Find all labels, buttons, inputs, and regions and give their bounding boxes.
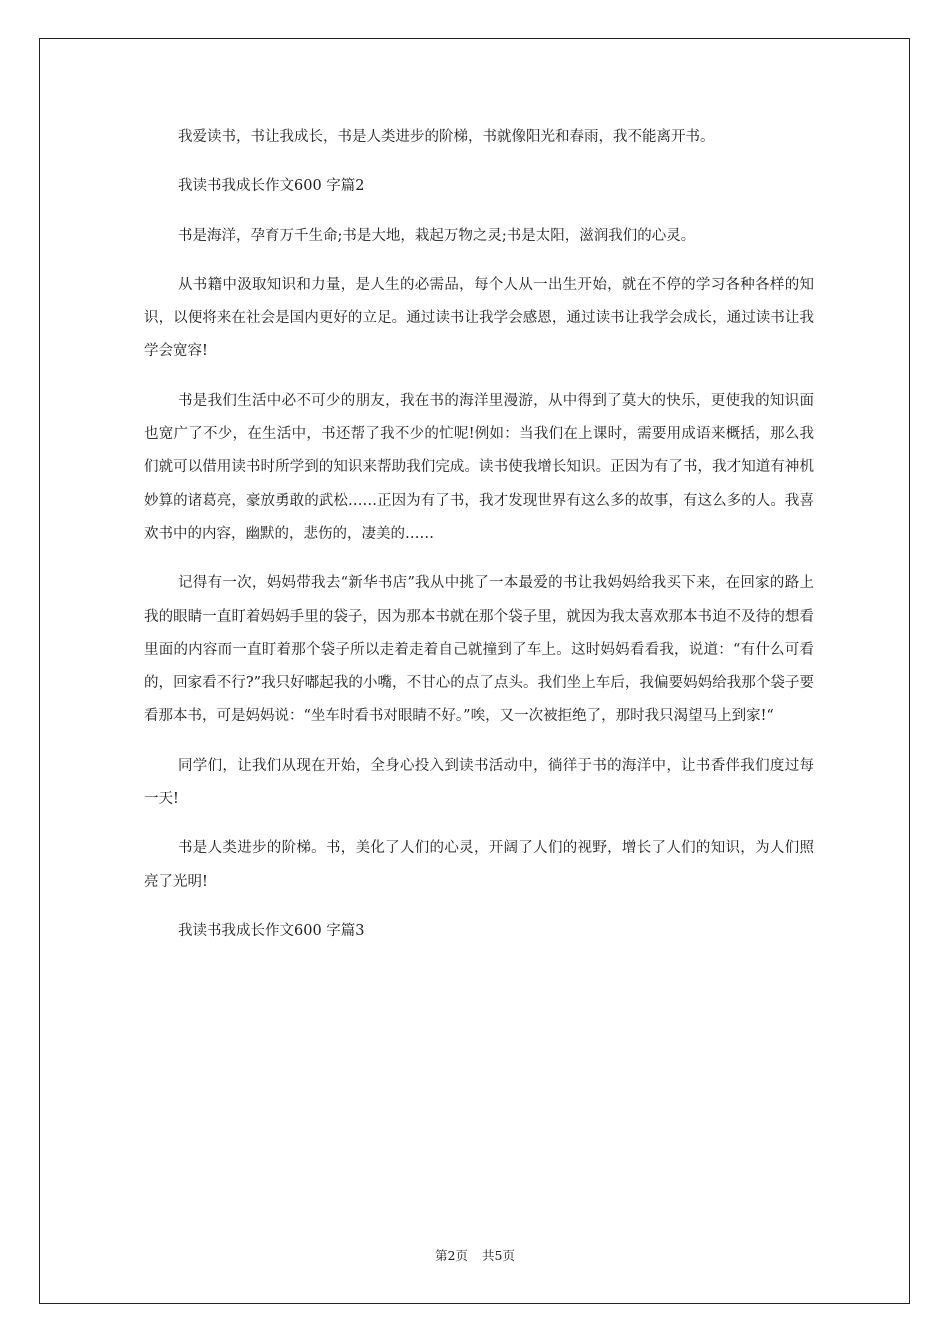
paragraph-3: 从书籍中汲取知识和力量，是人生的必需品，每个人从一出生开始，就在不停的学习各种各样的知识，以便将来在社会是国内更好的立足。通过读书让我学会感恩，通过读书让我学会成长，通过读书让我学会宽容! (144, 276, 814, 360)
page-total: 共5页 (482, 1248, 515, 1263)
paragraph-7: 书是人类进步的阶梯。书，美化了人们的心灵，开阔了人们的视野，增长了人们的知识，为人们照亮了光明! (144, 840, 814, 890)
paragraph-1: 我爱读书，书让我成长，书是人类进步的阶梯，书就像阳光和春雨，我不能离开书。 (178, 129, 715, 145)
page-footer (0, 1248, 950, 1264)
paragraph-5: 记得有一次，妈妈带我去“新华书店”我从中挑了一本最爱的书让我妈妈给我买下来，在回家的路上我的眼睛一直盯着妈妈手里的袋子，因为那本书就在那个袋子里，就因为我太喜欢那本书迫不及待的想看里面的内容而一直盯着那个袋子所以走着走着自己就撞到了车上。这时妈妈看看我，说道：“有什么可看的，回家看不行?”我只好嘟起我的小嘴，不甘心的点了点头。我们坐上车后，我偏要妈妈给我那个袋子要看那本书，可是妈妈说：“坐车时看书对眼睛不好。”唉，又一次被拒绝了，那时我只渴望马上到家!“ (144, 575, 814, 725)
page-number: 第2页 (435, 1248, 468, 1263)
paragraph-4: 书是我们生活中必不可少的朋友，我在书的海洋里漫游，从中得到了莫大的快乐，更使我的知识面也宽广了不少，在生活中，书还帮了我不少的忙呢!例如：当我们在上课时，需要用成语来概括，那么我们就可以借用读书时所学到的知识来帮助我们完成。读书使我增长知识。正因为有了书，我才知道有神机妙算的诸葛亮，豪放勇敢的武松……正因为有了书，我才发现世界有这么多的故事，有这么多的人。我喜欢书中的内容，幽默的，悲伤的，凄美的…… (144, 392, 814, 542)
section-heading-3: 我读书我成长作文600 字篇3 (178, 922, 365, 939)
document-body (144, 121, 814, 964)
paragraph-2: 书是海洋，孕育万千生命;书是大地，栽起万物之灵;书是太阳，滋润我们的心灵。 (178, 227, 696, 244)
section-heading-2: 我读书我成长作文600 字篇2 (178, 178, 365, 195)
paragraph-6: 同学们，让我们从现在开始，全身心投入到读书活动中，徜徉于书的海洋中，让书香伴我们度过每一天! (144, 757, 814, 808)
